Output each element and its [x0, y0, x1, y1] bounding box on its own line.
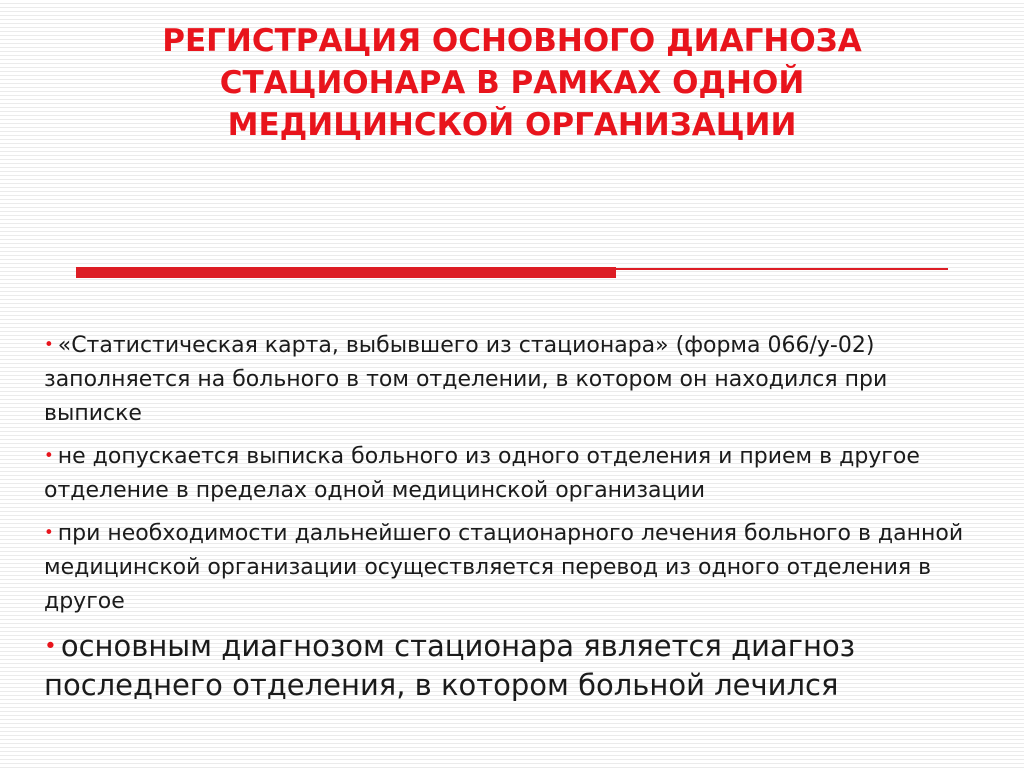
list-item — [44, 439, 984, 508]
list-item — [44, 328, 984, 431]
bullet-icon: • — [44, 445, 54, 465]
title-line: РЕГИСТРАЦИЯ ОСНОВНОГО ДИАГНОЗА — [162, 23, 862, 59]
title-line: МЕДИЦИНСКОЙ ОРГАНИЗАЦИИ — [227, 107, 797, 143]
list-item — [44, 627, 984, 704]
bullet-text: основным диагнозом стационара является диагноз последнего отделения, в котором больной лечился — [44, 628, 856, 703]
title-divider-thin — [616, 268, 948, 270]
bullet-icon: • — [44, 522, 54, 542]
bullet-text: при необходимости дальнейшего стационарного лечения больного в данной медицинской организации осуществляется перевод из одного отделения в другое — [44, 520, 964, 614]
bullet-text: не допускается выписка больного из одного отделения и прием в другое отделение в пределах одной медицинской организации — [44, 443, 920, 503]
bullet-icon: • — [44, 335, 54, 354]
bullet-icon: • — [44, 634, 57, 660]
title-line: СТАЦИОНАРА В РАМКАХ ОДНОЙ — [219, 65, 805, 101]
list-item — [44, 516, 984, 619]
bullet-list — [44, 328, 984, 704]
title-divider-thick — [76, 267, 616, 278]
bullet-text: «Статистическая карта, выбывшего из стационара» (форма 066/у-02) заполняется на больного в том отделении, в котором он находился при выписке — [44, 332, 888, 426]
slide-title — [80, 20, 944, 146]
